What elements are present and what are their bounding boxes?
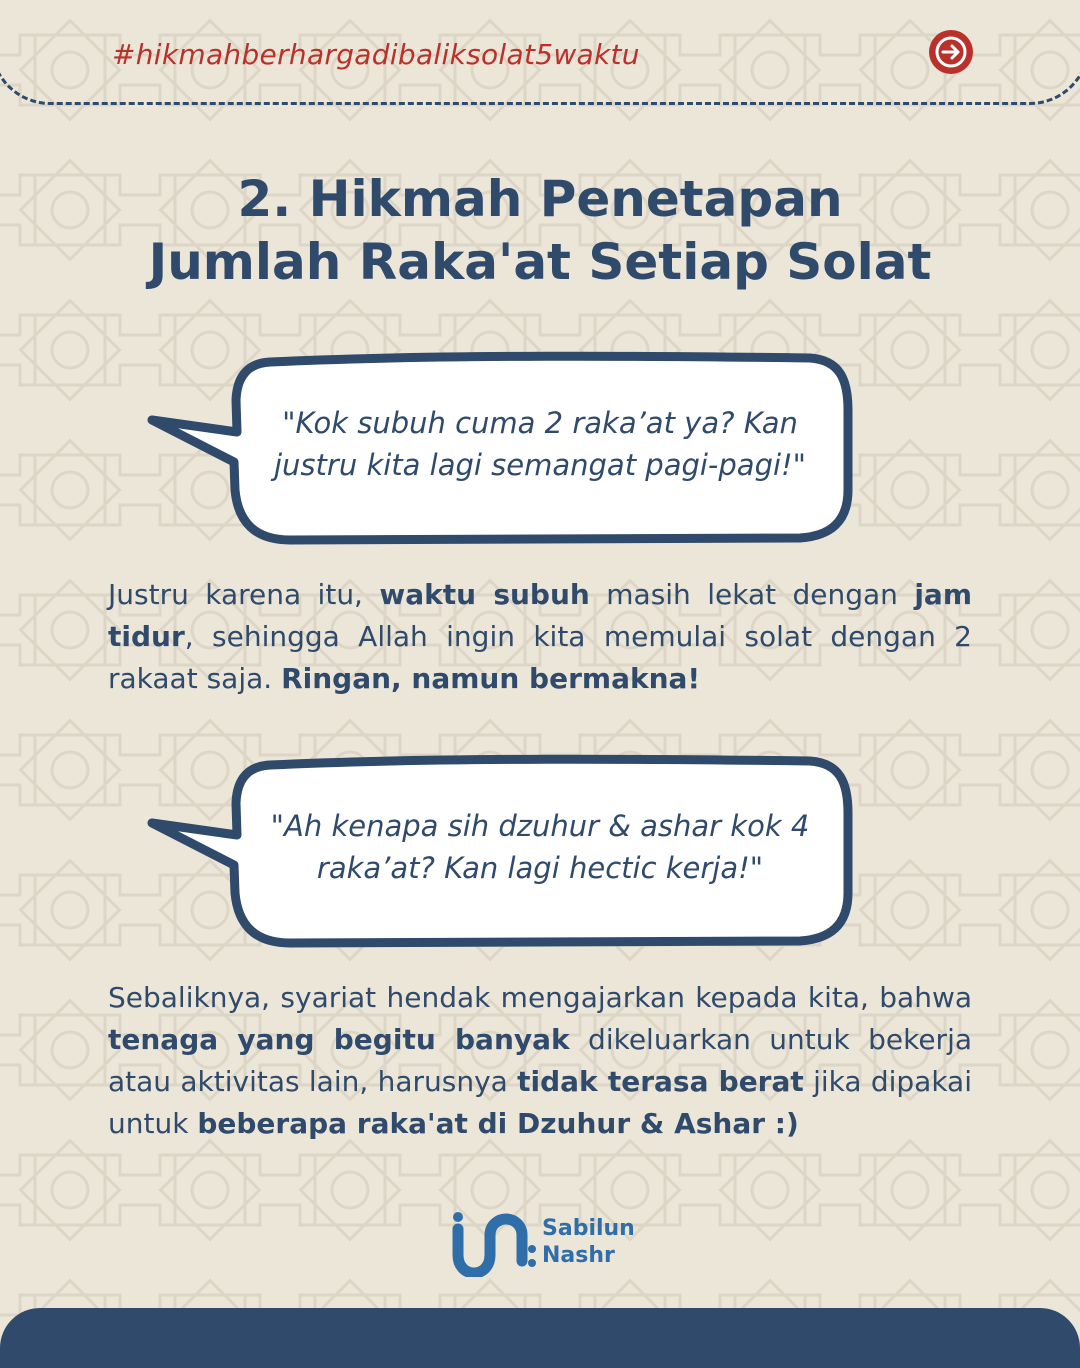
brand-logo [452, 1205, 635, 1277]
quote-2-line-2: raka’at? Kan lagi hectic kerja!" [316, 851, 764, 885]
title-line-1: 2. Hikmah Penetapan [237, 170, 843, 228]
highlight-tenaga: tenaga yang begitu banyak [108, 1023, 570, 1056]
arrow-right-icon [929, 30, 973, 74]
hashtag-text: #hikmahberhargadibaliksolat5waktu [112, 38, 640, 71]
brand-name-line-1: Sabilun [542, 1216, 635, 1241]
explanation-paragraph-2: Sebaliknya, syariat hendak mengajarkan kepada kita, bahwa tenaga yang begitu banyak dikeluarkan untuk bekerja atau aktivitas lain, harusnya tidak terasa berat jika dipakai untuk beberapa raka'at di Dzuhur & Ashar :) [108, 981, 973, 1140]
highlight-tidak-terasa-berat: tidak terasa berat [517, 1065, 804, 1098]
quote-1-line-2: justru kita lagi semangat pagi-pagi!" [274, 448, 806, 482]
brand-name [542, 1215, 635, 1269]
quote-text-1 [245, 402, 835, 486]
highlight-waktu-subuh: waktu subuh [379, 578, 590, 611]
speech-bubble-2 [140, 753, 860, 953]
brand-name-line-2: Nashr [542, 1243, 615, 1268]
highlight-dzuhur-ashar: beberapa raka'at di Dzuhur & Ashar :) [197, 1107, 799, 1140]
logo-mark-icon [452, 1205, 538, 1277]
explanation-paragraph-1: Justru karena itu, waktu subuh masih lekat dengan jam tidur, sehingga Allah ingin kita memulai solat dengan 2 rakaat saja. Ringan, namun bermakna! [108, 578, 972, 695]
quote-2-line-1: "Ah kenapa sih dzuhur & ashar kok 4 [270, 809, 810, 843]
highlight-jam-tidur: jam tidur [108, 578, 972, 653]
quote-1-line-1: "Kok subuh cuma 2 raka’at ya? Kan [282, 406, 798, 440]
speech-bubble-1 [140, 350, 860, 550]
footer-band [0, 1308, 1080, 1368]
page-title [0, 168, 1080, 294]
quote-text-2 [245, 805, 835, 889]
highlight-ringan: Ringan, namun bermakna! [281, 662, 701, 695]
next-slide-button[interactable] [929, 30, 973, 74]
title-line-2: Jumlah Raka'at Setiap Solat [148, 233, 932, 291]
